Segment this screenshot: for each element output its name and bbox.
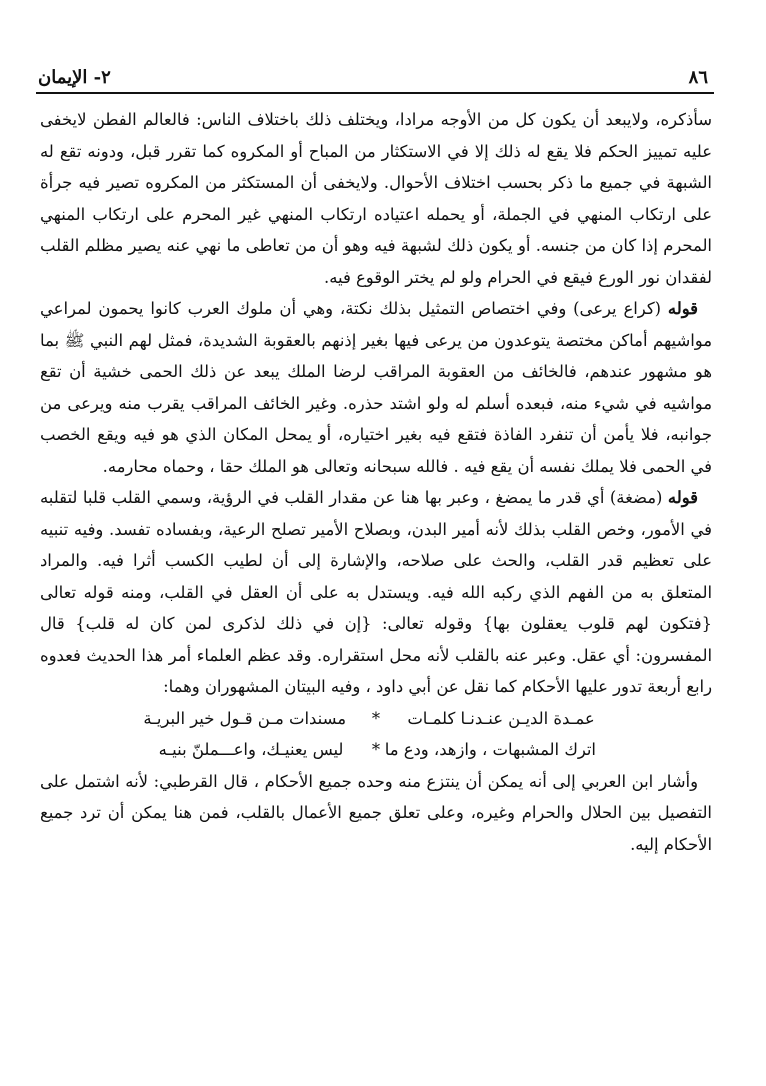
chapter-title: ٢- الإيمان	[38, 67, 111, 88]
paragraph-2	[40, 293, 712, 482]
verse-separator-star: *	[371, 740, 381, 759]
paragraph-3	[40, 482, 712, 703]
closing-paragraph-text: وأشار ابن العربي إلى أنه يمكن أن ينتزع منه وحده جميع الأحكام ، قال القرطبي: لأنه اشتمل على التفصيل بين الحلال والحرام وغيره، وعلى تعلق جميع الأعمال بالقلب، فمن هنا يمكن أن ترد جميع الأحكام إليه.	[40, 771, 712, 854]
paragraph-3-text: (مضغة) أي قدر ما يمضغ ، وعبر بها هنا عن مقدار القلب في الرؤية، وسمي القلب قلبا لتقلبه في الأمور، وخص القلب بذلك لأنه أمير البدن، وبصلاح الأمير تصلح الرعية، وبفساده تفسد. وفيه تنبيه على تعظيم قدر القلب، والحث على صلاحه، والإشارة إلى أن لطيب الكسب أثرا فيه. والمراد المتعلق به من الفهم الذي ركبه الله فيه. ويستدل به على أن العقل في القلب، ومنه قوله تعالى {فتكون لهم قلوب يعقلون بها} وقوله تعالى: {إن في ذلك لذكرى لمن كان له قلب} قال المفسرون: أي عقل. وعبر عنه بالقلب لأنه محل استقراره. وقد عظم العلماء أمر هذا الحديث فعدوه رابع أربعة تدور عليها الأحكام كما نقل عن أبي داود ، وفيه البيتان المشهوران وهما:	[40, 488, 712, 696]
lemma-keyword: قوله	[667, 488, 698, 507]
paragraph-1	[40, 104, 712, 293]
paragraph-1-text: سأذكره، ولايبعد أن يكون كل من الأوجه مرادا، ويختلف ذلك باختلاف الناس: فالعالم الفطن لايخفى عليه تمييز الحكم فلا يقع له ذلك إلا في الاستكثار من المباح أو المكروه كما تقرر قبل، ودونه تقع له الشبهة في جميع ما ذكر بحسب اختلاف الأحوال. ولايخفى أن المستكثر من المكروه تصير فيه جرأة على ارتكاب المنهي في الجملة، أو يحمله اعتياده ارتكاب المنهي غير المحرم على ارتكاب المنهي المحرم إذا كان من جنسه. أو يكون ذلك لشبهة فيه وهو أن من تعاطى ما نهي عنه يصير مظلم القلب لفقدان نور الورع فيقع في الحرام ولو لم يختر الوقوع فيه.	[40, 110, 712, 287]
verse-2-second-hemistich: ليس يعنيـك، واعـــملنّ بنيـه	[158, 740, 344, 759]
verse-2-first-hemistich: اترك المشبهات ، وازهد، ودع ما	[384, 740, 596, 759]
verse-1-second-hemistich: مسندات مـن قـول خير البريـة	[143, 708, 346, 728]
page-number: ٨٦	[688, 67, 708, 88]
poem-verse-2	[40, 734, 712, 766]
verse-1-first-hemistich: عمـدة الديـن عنـدنـا كلمـات	[407, 708, 595, 728]
verse-separator-star: *	[371, 708, 381, 728]
paragraph-2-text: (كراع يرعى) وفي اختصاص التمثيل بذلك نكتة، وهي أن ملوك العرب كانوا يحمون لمراعي مواشيهم أماكن مختصة يتوعدون من يرعى فيها بغير إذنهم بالعقوبة الشديدة، فمثل لهم النبي ﷺ بما هو مشهور عندهم، فالخائف من العقوبة المراقب لرضا الملك يبعد عن ذلك الحمى خشية أن تقع مواشيه في شيء منه، فبعده أسلم له ولو اشتد حذره. وغير الخائف المراقب يقرب منه ويرعى من جوانبه، فلا يأمن أن تنفرد الفاذة فتقع فيه بغير اختياره، أو يمحل المكان الذي هو فيه ويقع الخصب في الحمى فلا يملك نفسه أن يقع فيه . فالله سبحانه وتعالى هو الملك حقا ، وحماه محارمه.	[40, 299, 712, 476]
poem-verse-1	[40, 703, 712, 735]
lemma-keyword: قوله	[667, 299, 698, 318]
running-header	[38, 58, 708, 88]
header-rule	[36, 92, 714, 94]
closing-paragraph	[40, 766, 712, 861]
page-body	[40, 104, 712, 860]
